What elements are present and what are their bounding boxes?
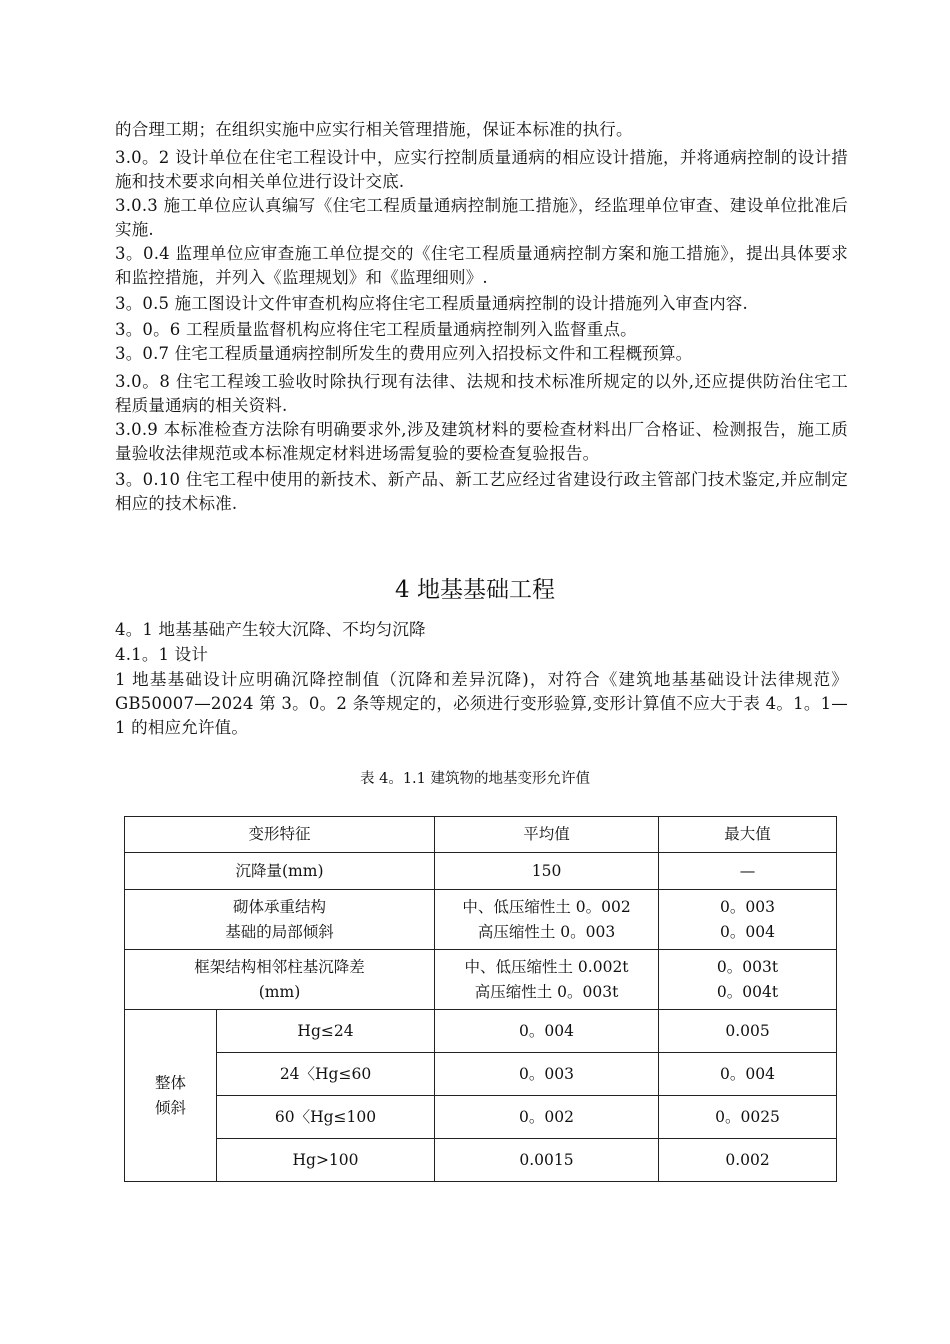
table-row	[125, 1096, 837, 1139]
overall-tilt-line2: 倾斜	[154, 1098, 186, 1117]
paragraph-3-0-5: 3。0.5 施工图设计文件审查机构应将住宅工程质量通病控制的设计措施列入审查内容.	[115, 294, 748, 313]
masonry-maximum	[659, 890, 837, 950]
tilt-range: Hg>100	[217, 1139, 435, 1182]
frame-label	[125, 950, 435, 1010]
overall-tilt-line1: 整体	[154, 1073, 186, 1092]
chapter-heading: 4 地基基础工程	[395, 577, 555, 603]
settlement-label: 沉降量(mm)	[125, 853, 435, 890]
paragraph-3-0-8: 3.0。8 住宅工程竣工验收时除执行现有法律、法规和技术标准所规定的以外,还应提供防治住宅工程质量通病的相关资料.	[115, 372, 848, 415]
table-row	[125, 1139, 837, 1182]
paragraph-3-0-7: 3。0.7 住宅工程质量通病控制所发生的费用应列入招投标文件和工程概预算。	[115, 344, 693, 363]
masonry-maximum-line2: 0。004	[720, 922, 775, 941]
masonry-maximum-line1: 0。003	[720, 897, 775, 916]
masonry-label-line2: 基础的局部倾斜	[225, 922, 334, 941]
table-row	[125, 1053, 837, 1096]
table-row	[125, 1010, 837, 1053]
tilt-average: 0。004	[435, 1010, 659, 1053]
tilt-maximum: 0。004	[659, 1053, 837, 1096]
frame-maximum	[659, 950, 837, 1010]
deformation-allowance-table	[124, 816, 837, 1182]
paragraph-3-0-4: 3。0.4 监理单位应审查施工单位提交的《住宅工程质量通病控制方案和施工措施》，提出具体要求和监控措施，并列入《监理规划》和《监理细则》.	[115, 244, 848, 287]
table-row	[125, 890, 837, 950]
masonry-average	[435, 890, 659, 950]
masonry-label-line1: 砌体承重结构	[233, 897, 327, 916]
masonry-label	[125, 890, 435, 950]
header-average: 平均值	[435, 817, 659, 853]
frame-maximum-line2: 0。004t	[716, 982, 779, 1001]
header-feature: 变形特征	[125, 817, 435, 853]
tilt-range: 24〈Hg≤60	[217, 1053, 435, 1096]
table-row	[125, 950, 837, 1010]
overall-tilt-label	[125, 1010, 217, 1182]
frame-average	[435, 950, 659, 1010]
paragraph-3-0-1-tail: 的合理工期；在组织实施中应实行相关管理措施，保证本标准的执行。	[115, 120, 633, 139]
paragraph-3-0-10: 3。0.10 住宅工程中使用的新技术、新产品、新工艺应经过省建设行政主管部门技术鉴定,并应制定相应的技术标准.	[115, 470, 848, 513]
frame-maximum-line1: 0。003t	[716, 957, 779, 976]
masonry-average-line2: 高压缩性土 0。003	[477, 922, 616, 941]
paragraph-3-0-6: 3。0。6 工程质量监督机构应将住宅工程质量通病控制列入监督重点。	[115, 320, 637, 339]
frame-average-line1: 中、低压缩性土 0.002t	[464, 957, 629, 976]
paragraph-3-0-2: 3.0。2 设计单位在住宅工程设计中，应实行控制质量通病的相应设计措施，并将通病控制的设计措施和技术要求向相关单位进行设计交底.	[115, 148, 848, 191]
tilt-maximum: 0.005	[659, 1010, 837, 1053]
tilt-maximum: 0.002	[659, 1139, 837, 1182]
table-header-row	[125, 817, 837, 853]
frame-label-line2: (mm)	[258, 982, 301, 1001]
tilt-average: 0.0015	[435, 1139, 659, 1182]
tilt-range: 60〈Hg≤100	[217, 1096, 435, 1139]
header-maximum: 最大值	[659, 817, 837, 853]
masonry-average-line1: 中、低压缩性土 0。002	[462, 897, 631, 916]
section-4-1-title: 4。1 地基基础产生较大沉降、不均匀沉降	[115, 620, 426, 639]
settlement-maximum: —	[659, 853, 837, 890]
paragraph-3-0-9: 3.0.9 本标准检查方法除有明确要求外,涉及建筑材料的要检查材料出厂合格证、检测报告，施工质量验收法律规范或本标准规定材料进场需复验的要检查复验报告。	[115, 420, 848, 463]
tilt-average: 0。003	[435, 1053, 659, 1096]
tilt-average: 0。002	[435, 1096, 659, 1139]
settlement-average: 150	[435, 853, 659, 890]
frame-average-line2: 高压缩性土 0。003t	[474, 982, 619, 1001]
clause-1-paragraph: 1 地基基础设计应明确沉降控制值（沉降和差异沉降)，对符合《建筑地基基础设计法律规范》GB50007—2024 第 3。0。2 条等规定的，必须进行变形验算,变形计算值不应大于表 4。1。1—1 的相应允许值。	[115, 670, 848, 737]
tilt-maximum: 0。0025	[659, 1096, 837, 1139]
table-row	[125, 853, 837, 890]
section-4-1-1-title: 4.1。1 设计	[115, 645, 209, 664]
tilt-range: Hg≤24	[217, 1010, 435, 1053]
paragraph-3-0-3: 3.0.3 施工单位应认真编写《住宅工程质量通病控制施工措施》，经监理单位审查、建设单位批准后实施.	[115, 196, 848, 239]
frame-label-line1: 框架结构相邻柱基沉降差	[194, 957, 365, 976]
table-caption: 表 4。1.1 建筑物的地基变形允许值	[359, 771, 590, 787]
